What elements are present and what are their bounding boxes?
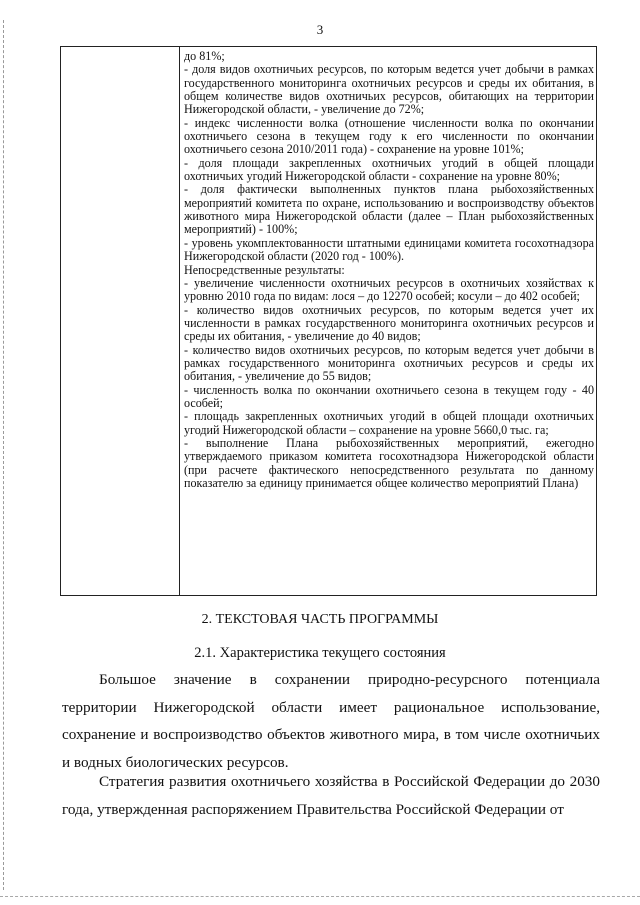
- paragraph-text: Большое значение в сохранении природно-ресурсного потенциала территории Нижегородской области имеет рациональное использование, сохранение и воспроизводство объектов животного мира, в том числе охотничьих и водных биологических ресурсов.: [62, 671, 600, 771]
- table-cell-line: Непосредственные результаты:: [184, 262, 345, 277]
- table-cell-line: - численность волка по окончании охотничьего сезона в текущем году - 40 особей;: [184, 382, 594, 410]
- table-cell-line: - уровень укомплектованности штатными единицами комитета госохотнадзора Нижегородской области (2020 год - 100%).: [184, 235, 594, 264]
- table-cell-line: - доля площади закрепленных охотничьих угодий в общей площади охотничьих угодий Нижегородской области - сохранение на уровне 80%;: [184, 155, 594, 184]
- scan-bottom-edge: [0, 896, 640, 897]
- table-cell-line: - количество видов охотничьих ресурсов, по которым ведется учет их численности в рамках государственного мониторинга охотничьих ресурсов и среды их обитания, - увеличение до 40 видов;: [184, 302, 594, 344]
- results-table: [60, 46, 597, 596]
- table-cell-line: - увеличение численности охотничьих ресурсов в охотничьих хозяйствах к уровню 2010 года по видам: лося – до 12270 особей; косули – до 402 особей;: [184, 275, 594, 304]
- page-number: 3: [316, 22, 324, 37]
- table-cell-line: до 81%;: [184, 49, 225, 63]
- table-cell-line: - количество видов охотничьих ресурсов, по которым ведется учет добычи в рамках государственного мониторинга охотничьих ресурсов и среды их обитания, - увеличение до 55 видов;: [184, 342, 594, 384]
- table-right-cell: [184, 50, 594, 490]
- table-cell-line: - площадь закрепленных охотничьих угодий в общей площади охотничьих угодий Нижегородской области – сохранение на уровне 5660,0 тыс. га;: [184, 409, 594, 437]
- section-title: 2. ТЕКСТОВАЯ ЧАСТЬ ПРОГРАММЫ: [201, 612, 439, 627]
- table-cell-line: - доля фактически выполненных пунктов плана рыбохозяйственных мероприятий комитета по охране, использованию и воспроизводству объектов животного мира Нижегородской области (далее – План рыбохозяйственных мероприятий) - 100%;: [184, 182, 594, 237]
- paragraph-text: Стратегия развития охотничьего хозяйства в Российской Федерации до 2030 года, утвержденная распоряжением Правительства Российской Федерации от: [62, 773, 600, 818]
- scan-left-edge: [3, 20, 4, 890]
- table-cell-line: - доля видов охотничьих ресурсов, по которым ведется учет добычи в рамках государственного мониторинга охотничьих ресурсов и среды их обитания, в общем количестве видов охотничьих ресурсов, обитающих на территории Нижегородской области, - увеличение до 72%;: [184, 62, 594, 117]
- table-cell-line: - индекс численности волка (отношение численности волка по окончании охотничьего сезона в текущем году к его численности по окончании охотничьего сезона 2010/2011 года) - сохранение на уровне 101%;: [184, 115, 594, 157]
- body-paragraph: [62, 768, 600, 823]
- subsection-title: 2.1. Характеристика текущего состояния: [194, 645, 446, 661]
- table-cell-line: - выполнение Плана рыбохозяйственных мероприятий, ежегодно утверждаемого приказом комитета госохотнадзора Нижегородской области (при расчете фактического непосредственного результата по данному показателю за единицу принимается общее количество мероприятий Плана): [184, 435, 594, 490]
- table-column-divider: [179, 47, 180, 595]
- body-paragraph: [62, 666, 600, 776]
